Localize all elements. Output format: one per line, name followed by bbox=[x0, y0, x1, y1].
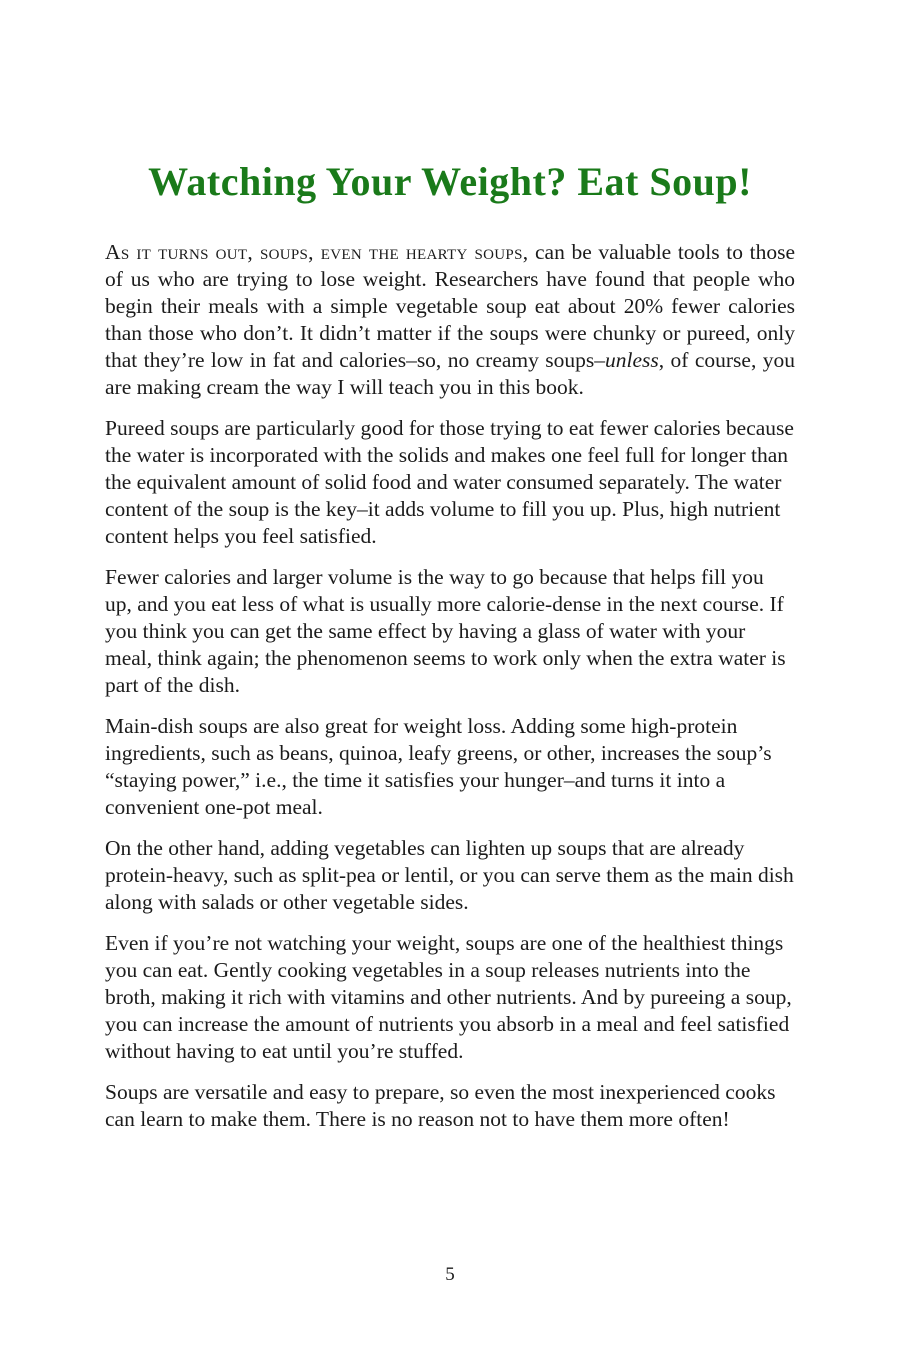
page-number: 5 bbox=[445, 1264, 455, 1285]
intro-text-after-italic: , of course, you are making cream the way I will teach you in this book. bbox=[105, 348, 795, 399]
paragraph-other-hand: On the other hand, adding vegetables can lighten up soups that are already protein-heavy, such as split-pea or lentil, or you can serve them as the main dish along with salads or other vegetable sides. bbox=[105, 836, 794, 914]
page-title: Watching Your Weight? Eat Soup! bbox=[148, 159, 752, 204]
paragraph-main-dish-soups: Main-dish soups are also great for weight loss. Adding some high-protein ingredients, such as beans, quinoa, leafy greens, or other, increases the soup’s “staying power,” i.e., the time it satisfies your hunger–and turns it into a convenient one-pot meal. bbox=[105, 714, 772, 819]
smallcaps-leadin: As it turns out, soups, even the hearty soups, bbox=[105, 240, 529, 264]
paragraph-pureed-soups: Pureed soups are particularly good for those trying to eat fewer calories because the water is incorporated with the solids and makes one feel full for longer than the equivalent amount of solid food and water consumed separately. The water content of the soup is the key–it adds volume to fill you up. Plus, high nutrient content helps you feel satisfied. bbox=[105, 416, 794, 548]
paragraph-even-if: Even if you’re not watching your weight, soups are one of the healthiest things you can eat. Gently cooking vegetables in a soup releases nutrients into the broth, making it rich with vitamins and other nutrients. And by pureeing a soup, you can increase the amount of nutrients you absorb in a meal and feel satisfied without having to eat until you’re stuffed. bbox=[105, 931, 792, 1063]
paragraph-versatile: Soups are versatile and easy to prepare, so even the most inexperienced cooks can learn to make them. There is no reason not to have them more often! bbox=[105, 1080, 776, 1131]
intro-paragraph bbox=[105, 239, 795, 401]
intro-text-before-italic: can be valuable tools to those of us who are trying to lose weight. Researchers have found that people who begin their meals with a simple vegetable soup eat about 20% fewer calories than those who don’t. It didn’t matter if the soups were chunky or pureed, only that they’re low in fat and calories–so, no creamy soups– bbox=[105, 240, 795, 372]
italic-word-unless: unless bbox=[605, 348, 659, 372]
paragraph-fewer-calories: Fewer calories and larger volume is the way to go because that helps fill you up, and you eat less of what is usually more calorie-dense in the next course. If you think you can get the same effect by having a glass of water with your meal, think again; the phenomenon seems to work only when the extra water is part of the dish. bbox=[105, 565, 786, 697]
